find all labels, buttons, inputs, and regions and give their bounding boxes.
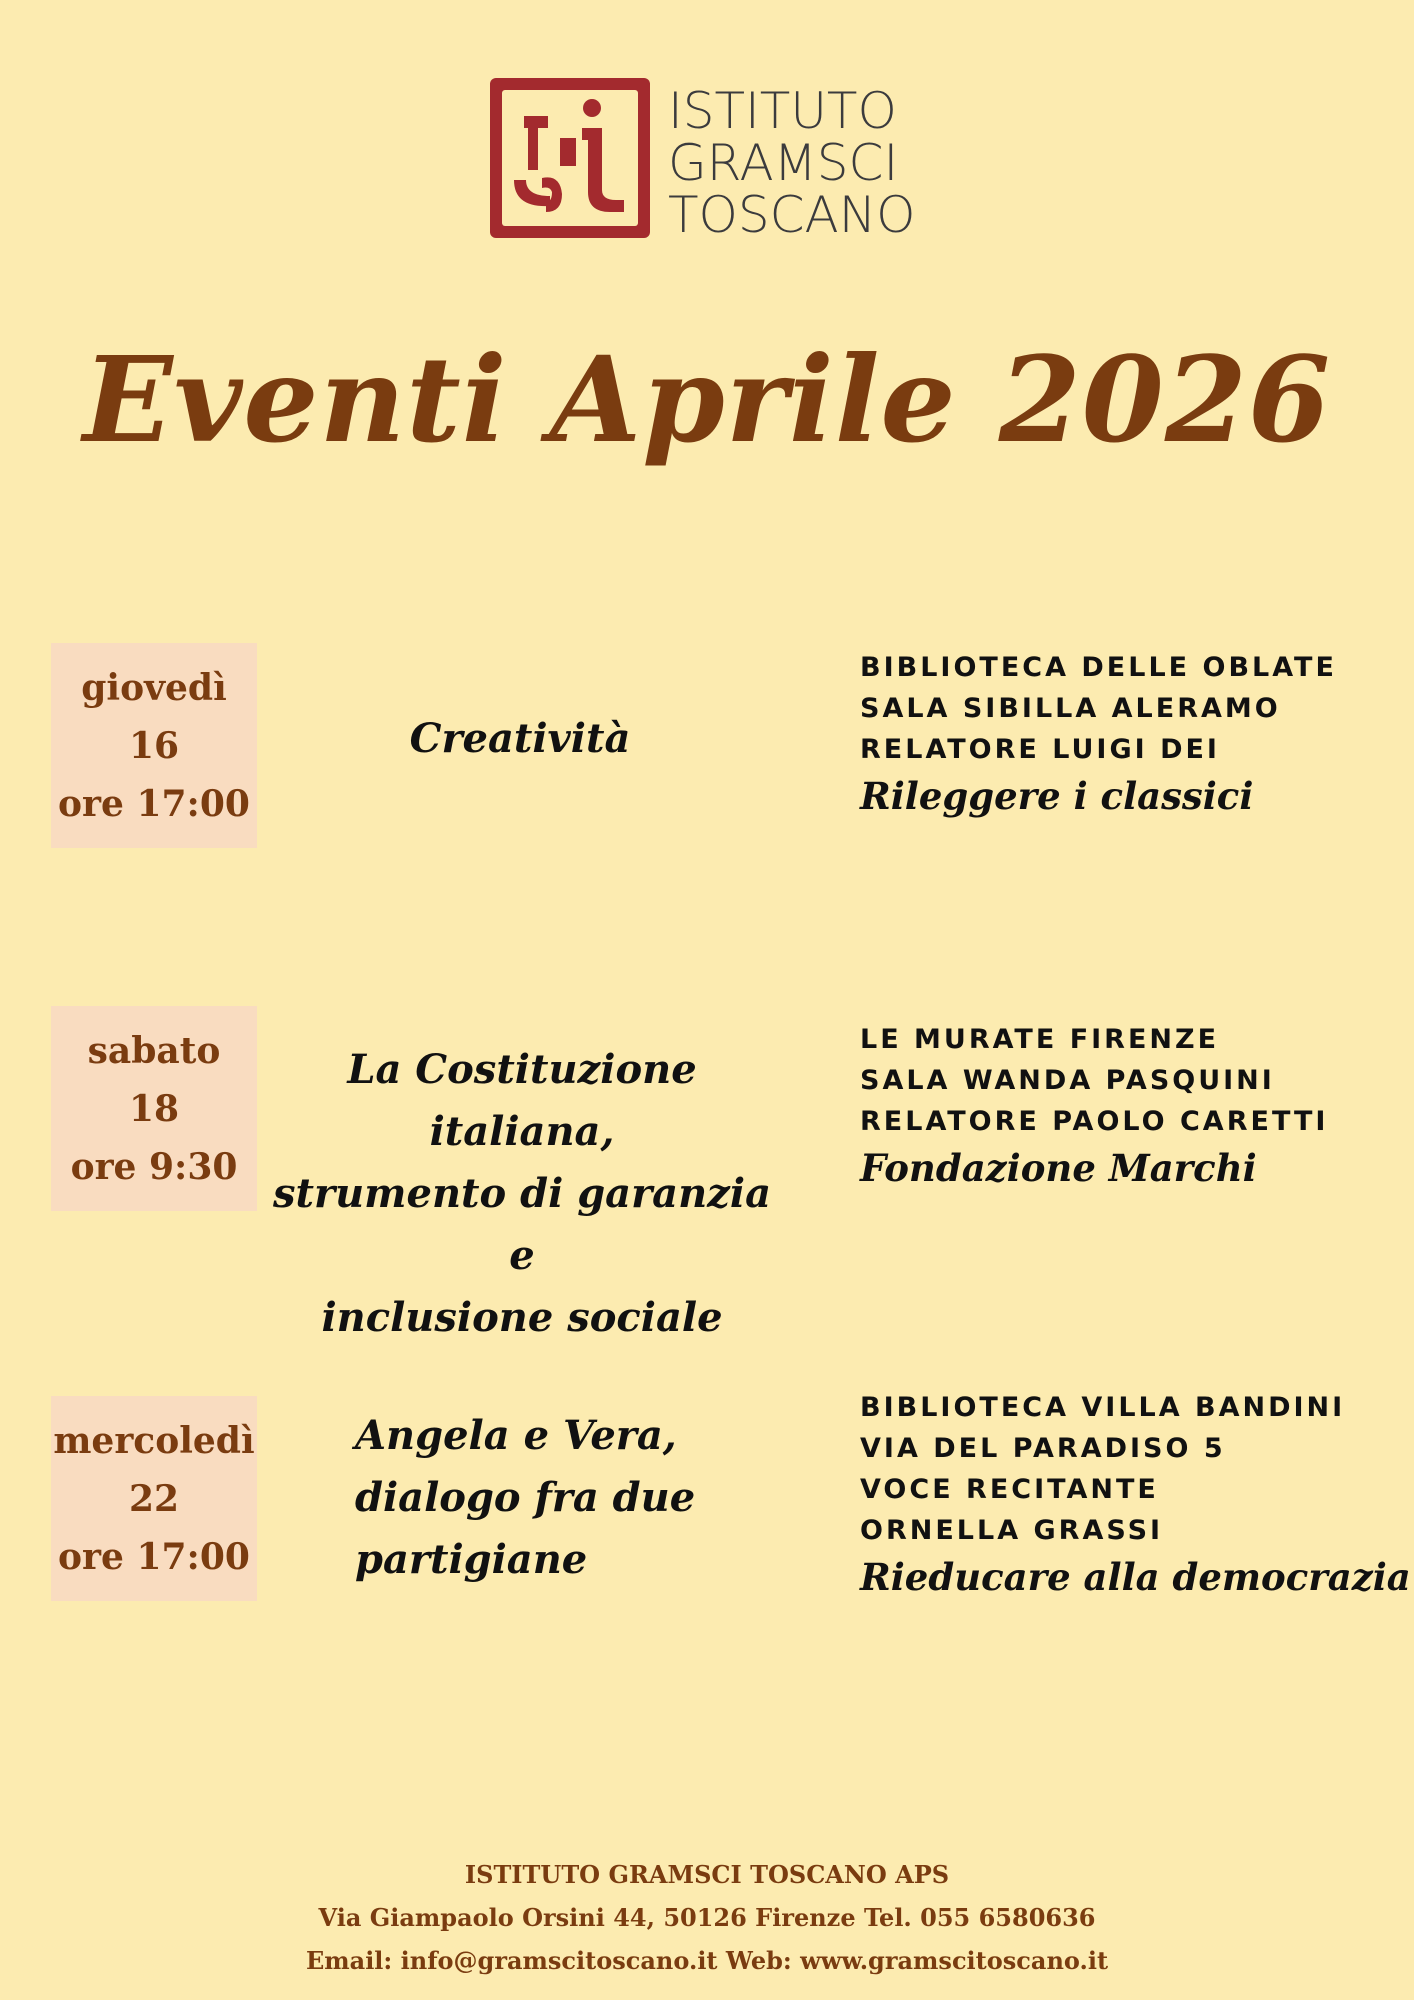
event-date-box — [51, 1396, 257, 1601]
event-time: ore 9:30 — [70, 1145, 238, 1188]
event-day: sabato — [87, 1029, 221, 1072]
event-info — [860, 1019, 1328, 1194]
event-title-line: strumento di garanzia e — [273, 1170, 771, 1279]
event-series: Rieducare alla democrazia — [860, 1555, 1411, 1599]
event-venue: BIBLIOTECA VILLA BANDINI — [860, 1392, 1346, 1423]
event-date: 16 — [128, 724, 180, 767]
event-title — [262, 1039, 782, 1349]
event-title-line: Creatività — [409, 715, 631, 762]
gramsci-seal-icon — [490, 78, 650, 238]
event-address: VIA DEL PARADISO 5 — [860, 1433, 1226, 1464]
logo-line-2: GRAMSCI — [668, 134, 899, 192]
footer-contact: Email: info@gramscitoscano.it Web: www.gramscitoscano.it — [305, 1946, 1109, 1975]
event-info — [860, 1387, 1411, 1603]
page-title: Eventi Aprile 2026 — [82, 330, 1332, 469]
event-date: 18 — [128, 1087, 180, 1130]
event-info — [860, 647, 1337, 822]
event-series: Rileggere i classici — [860, 774, 1254, 818]
event-title-line: inclusione sociale — [321, 1294, 723, 1341]
event-date-box — [51, 643, 257, 848]
event-date: 22 — [128, 1477, 180, 1520]
event-title-line: partigiane — [355, 1536, 588, 1583]
event-speaker: RELATORE LUIGI DEI — [860, 734, 1220, 765]
event-title-line: dialogo fra due — [355, 1474, 696, 1521]
footer-org-name: ISTITUTO GRAMSCI TOSCANO APS — [464, 1860, 950, 1889]
event-room: SALA SIBILLA ALERAMO — [860, 693, 1281, 724]
event-title-line: Angela e Vera, — [355, 1412, 677, 1459]
event-title — [355, 1405, 755, 1591]
institute-logo — [490, 78, 930, 243]
logo-wordmark — [668, 82, 916, 244]
event-venue: BIBLIOTECA DELLE OBLATE — [860, 652, 1337, 683]
event-venue: LE MURATE FIRENZE — [860, 1024, 1220, 1055]
event-role: VOCE RECITANTE — [860, 1474, 1159, 1505]
footer-address: Via Giampaolo Orsini 44, 50126 Firenze Tel. 055 6580636 — [318, 1903, 1096, 1932]
event-date-box — [51, 1006, 257, 1211]
footer-contacts — [0, 1853, 1414, 1982]
event-title — [300, 708, 740, 770]
event-speaker: RELATORE PAOLO CARETTI — [860, 1106, 1329, 1137]
event-series: Fondazione Marchi — [860, 1146, 1257, 1190]
event-day: mercoledì — [53, 1419, 255, 1462]
logo-line-3: TOSCANO — [668, 186, 916, 244]
event-room: SALA WANDA PASQUINI — [860, 1065, 1275, 1096]
event-performer: ORNELLA GRASSI — [860, 1515, 1164, 1546]
event-time: ore 17:00 — [58, 782, 250, 825]
event-title-line: La Costituzione italiana, — [347, 1046, 697, 1155]
logo-line-1: ISTITUTO — [668, 82, 897, 140]
event-time: ore 17:00 — [58, 1535, 250, 1578]
event-day: giovedì — [81, 666, 227, 709]
